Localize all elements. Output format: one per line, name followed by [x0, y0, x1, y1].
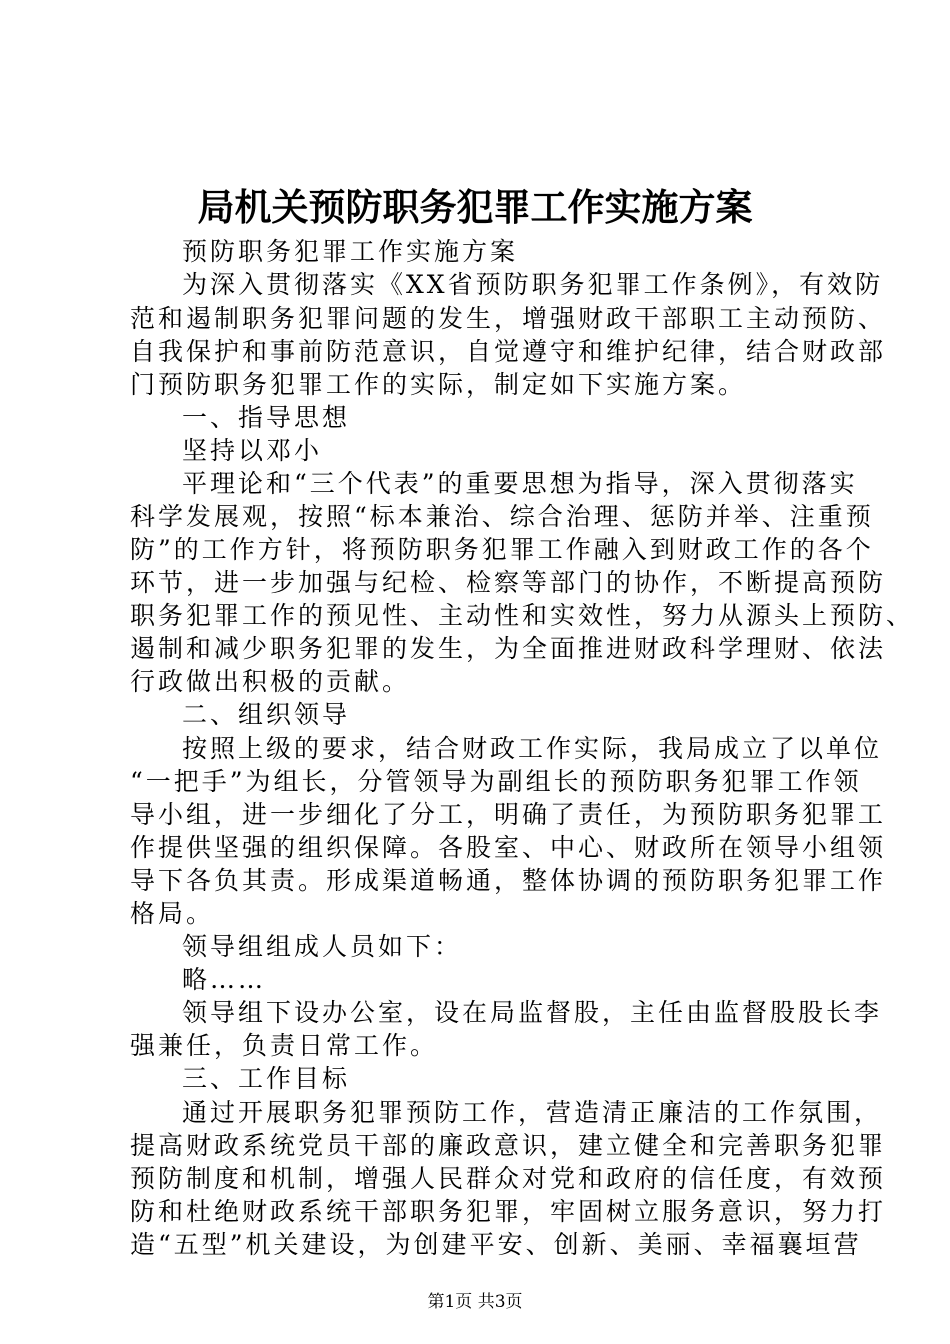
paragraph-line: 领导组组成人员如下： [182, 932, 463, 961]
paragraph-line: 坚持以邓小 [182, 436, 323, 465]
paragraph-line: 范和遏制职务犯罪问题的发生，增强财政干部职工主动预防、 [130, 304, 887, 333]
paragraph-line: 作提供坚强的组织保障。各股室、中心、财政所在领导小组领 [130, 833, 887, 862]
paragraph-line: 为深入贯彻落实《XX省预防职务犯罪工作条例》，有效防 [182, 270, 884, 299]
paragraph-line: 格局。 [130, 899, 215, 928]
paragraph-line: 门预防职务犯罪工作的实际，制定如下实施方案。 [130, 370, 747, 399]
paragraph-line: “一把手”为组长，分管领导为副组长的预防职务犯罪工作领 [130, 767, 862, 796]
paragraph-line: 行政做出积极的贡献。 [130, 667, 411, 696]
paragraph-line: 按照上级的要求，结合财政工作实际，我局成立了以单位 [182, 734, 883, 763]
paragraph-line: 科学发展观，按照“标本兼治、综合治理、惩防并举、注重预 [130, 502, 874, 531]
paragraph-line: 职务犯罪工作的预见性、主动性和实效性，努力从源头上预防、 [130, 601, 915, 630]
paragraph-line: 通过开展职务犯罪预防工作，营造清正廉洁的工作氛围， [182, 1098, 883, 1127]
paragraph-line: 平理论和“三个代表”的重要思想为指导，深入贯彻落实 [182, 469, 858, 498]
paragraph-line: 自我保护和事前防范意识，自觉遵守和维护纪律，结合财政部 [130, 337, 887, 366]
paragraph-line: 强兼任，负责日常工作。 [130, 1031, 439, 1060]
section-heading: 二、组织领导 [182, 700, 351, 729]
page-number: 第1页 共3页 [427, 1292, 523, 1312]
section-heading: 三、工作目标 [182, 1064, 351, 1093]
paragraph-line: 略…… [182, 965, 267, 994]
paragraph-line: 预防制度和机制，增强人民群众对党和政府的信任度，有效预 [130, 1164, 887, 1193]
paragraph-line: 提高财政系统党员干部的廉政意识，建立健全和完善职务犯罪 [130, 1131, 887, 1160]
subtitle-line: 预防职务犯罪工作实施方案 [182, 237, 519, 266]
paragraph-line: 导下各负其责。形成渠道畅通，整体协调的预防职务犯罪工作 [130, 866, 887, 895]
paragraph-line: 环节，进一步加强与纪检、检察等部门的协作，不断提高预防 [130, 568, 887, 597]
paragraph-line: 遏制和减少职务犯罪的发生，为全面推进财政科学理财、依法 [130, 634, 887, 663]
paragraph-line: 导小组，进一步细化了分工，明确了责任，为预防职务犯罪工 [130, 800, 887, 829]
paragraph-line: 防和杜绝财政系统干部职务犯罪，牢固树立服务意识，努力打 [130, 1197, 887, 1226]
section-heading: 一、指导思想 [182, 403, 351, 432]
paragraph-line: 防”的工作方针，将预防职务犯罪工作融入到财政工作的各个 [130, 535, 874, 564]
paragraph-line: 造“五型”机关建设，为创建平安、创新、美丽、幸福襄垣营 [130, 1230, 862, 1259]
paragraph-line: 领导组下设办公室，设在局监督股，主任由监督股股长李 [182, 998, 883, 1027]
document-title: 局机关预防职务犯罪工作实施方案 [197, 185, 753, 229]
